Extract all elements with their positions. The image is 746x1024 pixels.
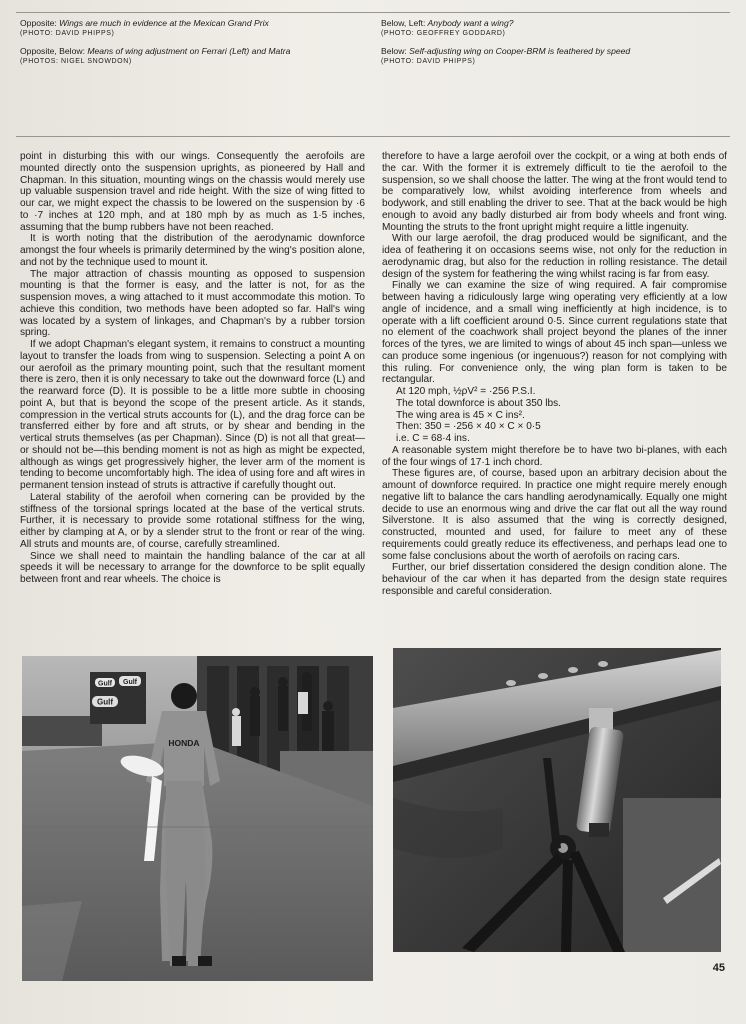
- calculation-line: At 120 mph, ½ρV² = ·256 P.S.I.: [396, 386, 536, 397]
- caption-text: Wings are much in evidence at the Mexican Grand Prix: [56, 18, 269, 28]
- calculation-line: The wing area is 45 × C ins².: [396, 409, 525, 421]
- paragraph: Further, our brief dissertation considered the design condition alone. The behaviour of the car when it has departed from the design state requires responsible and careful consideration.: [382, 562, 727, 597]
- paragraph: The major attraction of chassis mounting as opposed to suspension mounting is that the former is easy, and the latter is not, for as the suspension moves, a wing attached to it must accommodate this motion. To achieve this condition, two methods have been adopted so far. Hall's wing was located by a system of linkages, and Chapman's by a rubber torsion spring.: [20, 268, 365, 339]
- caption: [20, 46, 370, 67]
- paragraph: It is worth noting that the distribution of the aerodynamic downforce amongst the four wheels is primarily determined by the wing's position alone, and not by the technique used to mount it.: [20, 233, 365, 268]
- paragraph: A reasonable system might therefore be to have two bi-planes, with each of the four wings of 17·1 inch chord.: [382, 444, 727, 468]
- gulf-sign: Gulf: [98, 680, 112, 688]
- captions-right: [381, 18, 731, 74]
- caption: [20, 18, 370, 39]
- wing-mechanism-illustration: [393, 648, 721, 952]
- caption-text: Anybody want a wing?: [425, 18, 514, 28]
- calculation-line: i.e. C = 68·4 ins.: [396, 433, 470, 444]
- caption: [381, 46, 731, 67]
- article-column-right: [382, 151, 727, 598]
- caption-lead: Below, Left:: [381, 18, 426, 28]
- paragraph: These figures are, of course, based upon an arbitrary decision about the amount of downforce required. In practice one might require merely enough negative lift to balance the cars handling aerodynamically. Equally one might decide to use an enormous wing and drive the car flat out all the way round Silverstone. It is also assumed that the wing is correctly designed, constructed, mounted and used, for failure to meet any of these requirements could greatly reduce its effectiveness, and perhaps lead one to some false conclusions about the worth of aerofoils on racing cars.: [382, 468, 727, 562]
- pit-lane-illustration: [22, 656, 373, 981]
- paragraph: therefore to have a large aerofoil over the cockpit, or a wing at both ends of the car. With the former it is extremely difficult to tie the aerofoil to the suspension, so we shall choose the latter. The wing at the front would tend to be comparatively low, whilst avoiding interference from wheels and bodywork, and still enabling the driver to see. That at the back would be high enough to avoid any badly disturbed air from body wheels and front wing. Mounting the struts to the front upright might require a little ingenuity.: [382, 151, 727, 233]
- photo-credit: (PHOTO: DAVID PHIPPS): [381, 57, 476, 65]
- photo-wing-mechanism: [393, 648, 721, 952]
- caption: [381, 18, 731, 39]
- paragraph: If we adopt Chapman's elegant system, it remains to construct a mounting layout to transfer the loads from wing to suspension. Selecting a point A on our aerofoil as the primary mounting point, such that the resultant moment there is zero, then it is only necessary to take out the downward force (L) and the rearward force (D). It is possible to be a little more subtle in choosing point A, but that is beyond the scope of the present article. As it stands, compression in the vertical struts accounts for (L), and the drag force can be transferred either by fore and aft struts, or by shear and bending in the vertical struts themselves (as per Chapman). Since (D) is not all that great—or should not be—this bending moment is not as high as might be expected, although as wings get progressively higher, the lever arm of the moment is tending to become uncomfortably high. The idea of using fore and aft wires in permanent tension instead of struts is attractive if carefully thought out.: [20, 339, 365, 491]
- paragraph: With our large aerofoil, the drag produced would be significant, and the idea of feathering it on occasions seems wise, not only for the reduction in aerodynamic drag, but also for the reduction in rolling resistance. The detail design of the system for feathering the wing whilst racing is far from easy.: [382, 233, 727, 280]
- section-rule: [16, 136, 730, 137]
- page-number: 45: [712, 962, 725, 974]
- caption-text: Self-adjusting wing on Cooper-BRM is feathered by speed: [406, 46, 631, 56]
- photo-pit-lane: [22, 656, 373, 981]
- caption-lead: Opposite:: [20, 18, 57, 28]
- top-rule: [16, 12, 730, 13]
- caption-lead: Below:: [381, 46, 407, 56]
- paragraph: Finally we can examine the size of wing required. A fair compromise between having a ridiculously large wing operating very efficiently at a low angle of incidence, and a small wing inefficiently at high incidence, is to operate with a lift coefficient around 0·5. Since current regulations state that no element of the coachwork shall project beyond the planes of the inner forces of the tyres, we are limited to wings of about 45 inch span—unless we can produce some ingenious (or ingenuous?) reason for not complying with this ruling. For convenience only, the wing plan form is taken to be rectangular.: [382, 280, 727, 386]
- gulf-sign: Gulf: [97, 697, 113, 707]
- paragraph: point in disturbing this with our wings. Consequently the aerofoils are mounted directly onto the suspension uprights, as pioneered by Hall and Chapman. In this situation, mounting wings on the chassis would merely use up valuable suspension travel and ride height. With the size of wing fitted to our car, we might expect the chassis to be lowered on the suspension by ·6 to ·7 inches at 120 mph, and at 180 mph by as much as 1·5 inches, assuming that the bump rubbers have not been reached.: [20, 151, 365, 233]
- article-column-left: [20, 151, 365, 586]
- calculation-line: The total downforce is about 350 lbs.: [396, 397, 561, 409]
- calculation-line: Then: 350 = ·256 × 40 × C × 0·5: [396, 421, 541, 433]
- photo-credit: (PHOTOS: NIGEL SNOWDON): [20, 57, 132, 65]
- caption-text: Means of wing adjustment on Ferrari (Left) and Matra: [84, 46, 291, 56]
- caption-lead: Opposite, Below:: [20, 46, 85, 56]
- photo-credit: (PHOTO: GEOFFREY GODDARD): [381, 29, 506, 37]
- honda-lettering: HONDA: [168, 738, 200, 748]
- paragraph: Lateral stability of the aerofoil when cornering can be provided by the stiffness of the torsional springs located at the base of the vertical struts. Further, it is necessary to provide some rotational stiffness for the wing, either by clamping at A, or by a slender strut to the front or rear of the wing. All struts and mounts are, of course, carefully streamlined.: [20, 491, 365, 550]
- photo-credit: (PHOTO: DAVID PHIPPS): [20, 29, 115, 37]
- gulf-sign: Gulf: [123, 679, 137, 686]
- captions-left: [20, 18, 370, 74]
- paragraph: Since we shall need to maintain the handling balance of the car at all speeds it will be necessary to arrange for the downforce to be split equally between front and rear wheels. The choice is: [20, 550, 365, 585]
